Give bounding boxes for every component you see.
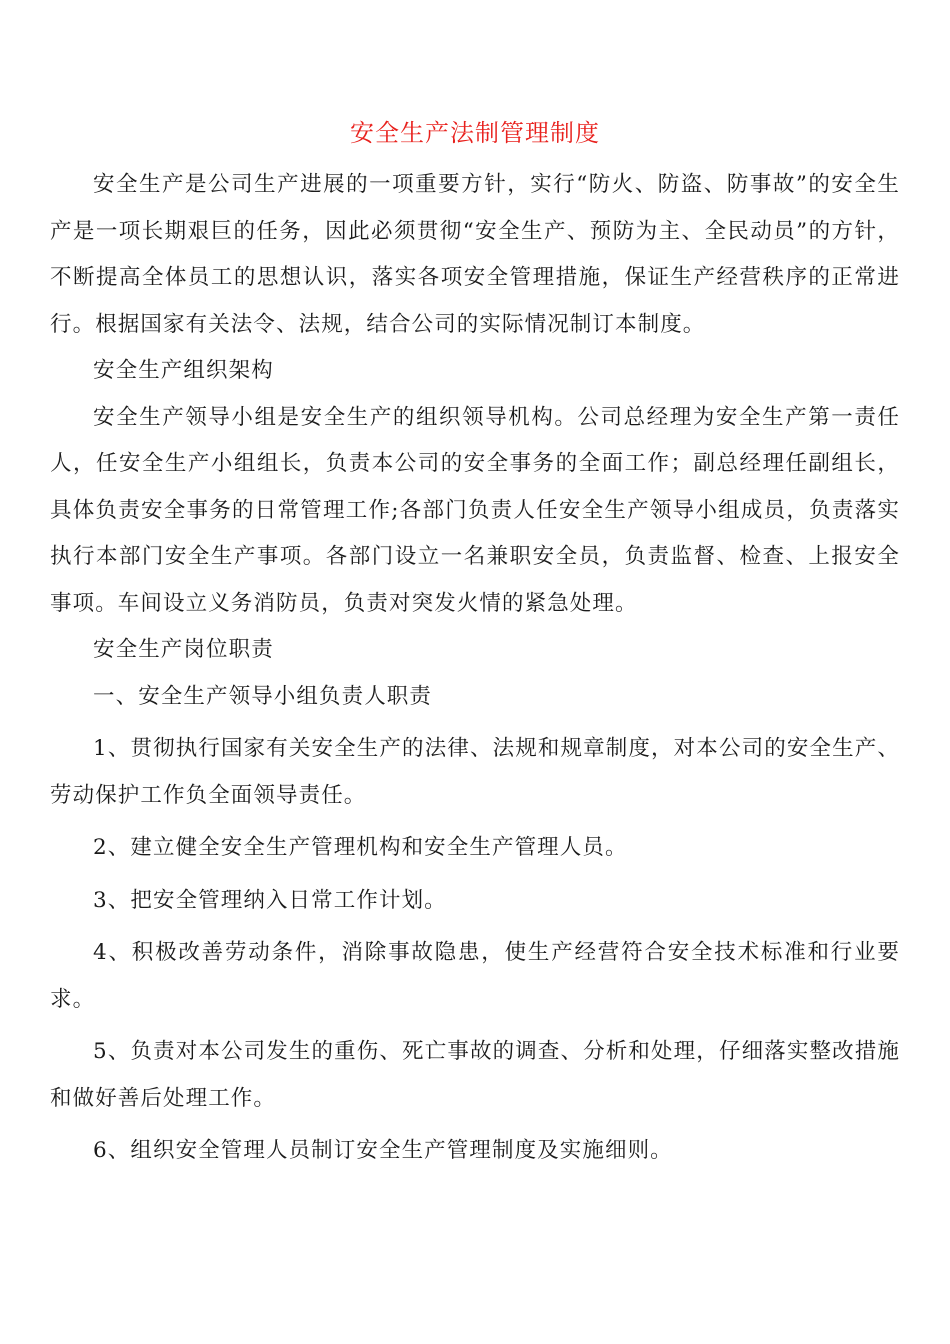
paragraph-organization: 安全生产领导小组是安全生产的组织领导机构。公司总经理为安全生产第一责任人，任安全生产小组组长，负责本公司的安全事务的全面工作；副总经理任副组长，具体负责安全事务的日常管理工作;各部门负责人任安全生产领导小组成员，负责落实执行本部门安全生产事项。各部门设立一名兼职安全员，负责监督、检查、上报安全事项。车间设立义务消防员，负责对突发火情的紧急处理。 (50, 404, 900, 616)
document-title: 安全生产法制管理制度 (350, 119, 600, 147)
paragraph-intro: 安全生产是公司生产进展的一项重要方针，实行“防火、防盗、防事故”的安全生产是一项长期艰巨的任务，因此必须贯彻“安全生产、预防为主、全民动员”的方针，不断提高全体员工的思想认识，落实各项安全管理措施，保证生产经营秩序的正常进行。根据国家有关法令、法规，结合公司的实际情况制订本制度。 (50, 172, 900, 337)
subsection-heading-leader-duties: 一、安全生产领导小组负责人职责 (93, 683, 433, 709)
document-body (50, 162, 900, 1175)
list-item-2: 2、建立健全安全生产管理机构和安全生产管理人员。 (93, 835, 628, 860)
list-item-1: 1、贯彻执行国家有关安全生产的法律、法规和规章制度，对本公司的安全生产、劳动保护工作负全面领导责任。 (50, 736, 900, 808)
list-item-3: 3、把安全管理纳入日常工作计划。 (93, 887, 447, 913)
list-item-6: 6、组织安全管理人员制订安全生产管理制度及实施细则。 (93, 1138, 673, 1163)
section-heading-organization: 安全生产组织架构 (93, 358, 274, 383)
list-item-4: 4、积极改善劳动条件，消除事故隐患，使生产经营符合安全技术标准和行业要求。 (50, 940, 900, 1012)
section-heading-responsibilities: 安全生产岗位职责 (93, 637, 274, 662)
list-item-5: 5、负责对本公司发生的重伤、死亡事故的调查、分析和处理，仔细落实整改措施和做好善后处理工作。 (50, 1039, 900, 1111)
